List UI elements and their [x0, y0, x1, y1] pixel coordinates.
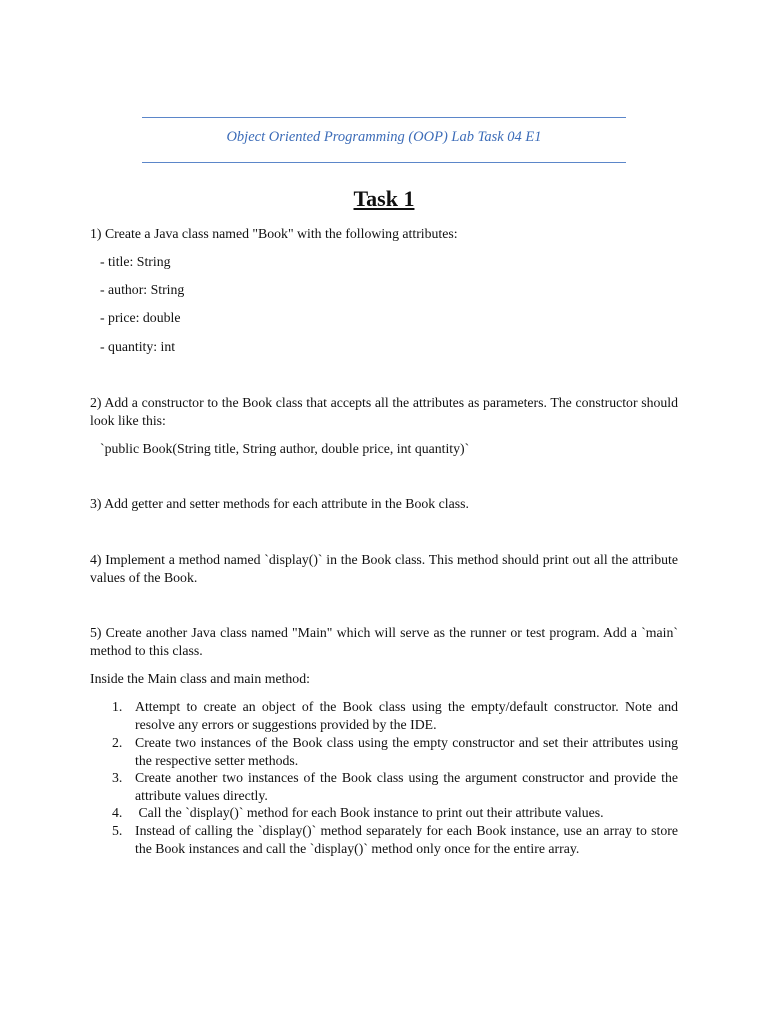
task-title: Task 1	[353, 186, 415, 211]
constructor-code: `public Book(String title, String author, double price, int quantity)`	[100, 441, 470, 456]
step5-intro: Inside the Main class and main method:	[90, 671, 310, 686]
attribute-title: - title: String	[100, 254, 171, 269]
step2-text: 2) Add a constructor to the Book class that accepts all the attributes as parameters. The constructor should look like this:	[90, 395, 678, 428]
attribute-author: - author: String	[100, 282, 185, 297]
list-item: Instead of calling the `display()` method separately for each Book instance, use an array to store the Book instances and call the `display()` method only once for the entire array.	[135, 823, 678, 856]
list-item: Attempt to create an object of the Book class using the empty/default constructor. Note and resolve any errors or suggestions provided by the IDE.	[135, 699, 678, 732]
step5-text: 5) Create another Java class named "Main" which will serve as the runner or test program. Add a `main` method to this class.	[90, 625, 678, 658]
header-top-rule	[142, 117, 626, 118]
list-number: 5.	[112, 823, 123, 838]
list-number: 1.	[112, 699, 123, 714]
list-number: 3.	[112, 770, 123, 785]
list-item: Create another two instances of the Book class using the argument constructor and provide the attribute values directly.	[135, 770, 678, 803]
step1-text: 1) Create a Java class named "Book" with the following attributes:	[90, 226, 458, 241]
page-header: Object Oriented Programming (OOP) Lab Task 04 E1	[226, 129, 542, 145]
list-item: Create two instances of the Book class using the empty constructor and set their attributes using the respective setter methods.	[135, 735, 678, 768]
header-bottom-rule	[142, 162, 626, 163]
list-number: 4.	[112, 805, 123, 820]
attribute-price: - price: double	[100, 310, 181, 325]
list-number: 2.	[112, 735, 123, 750]
list-item: Call the `display()` method for each Book instance to print out their attribute values.	[135, 805, 604, 820]
step4-text: 4) Implement a method named `display()` in the Book class. This method should print out all the attribute values of the Book.	[90, 552, 678, 585]
attribute-quantity: - quantity: int	[100, 339, 176, 354]
step3-text: 3) Add getter and setter methods for each attribute in the Book class.	[90, 496, 469, 511]
